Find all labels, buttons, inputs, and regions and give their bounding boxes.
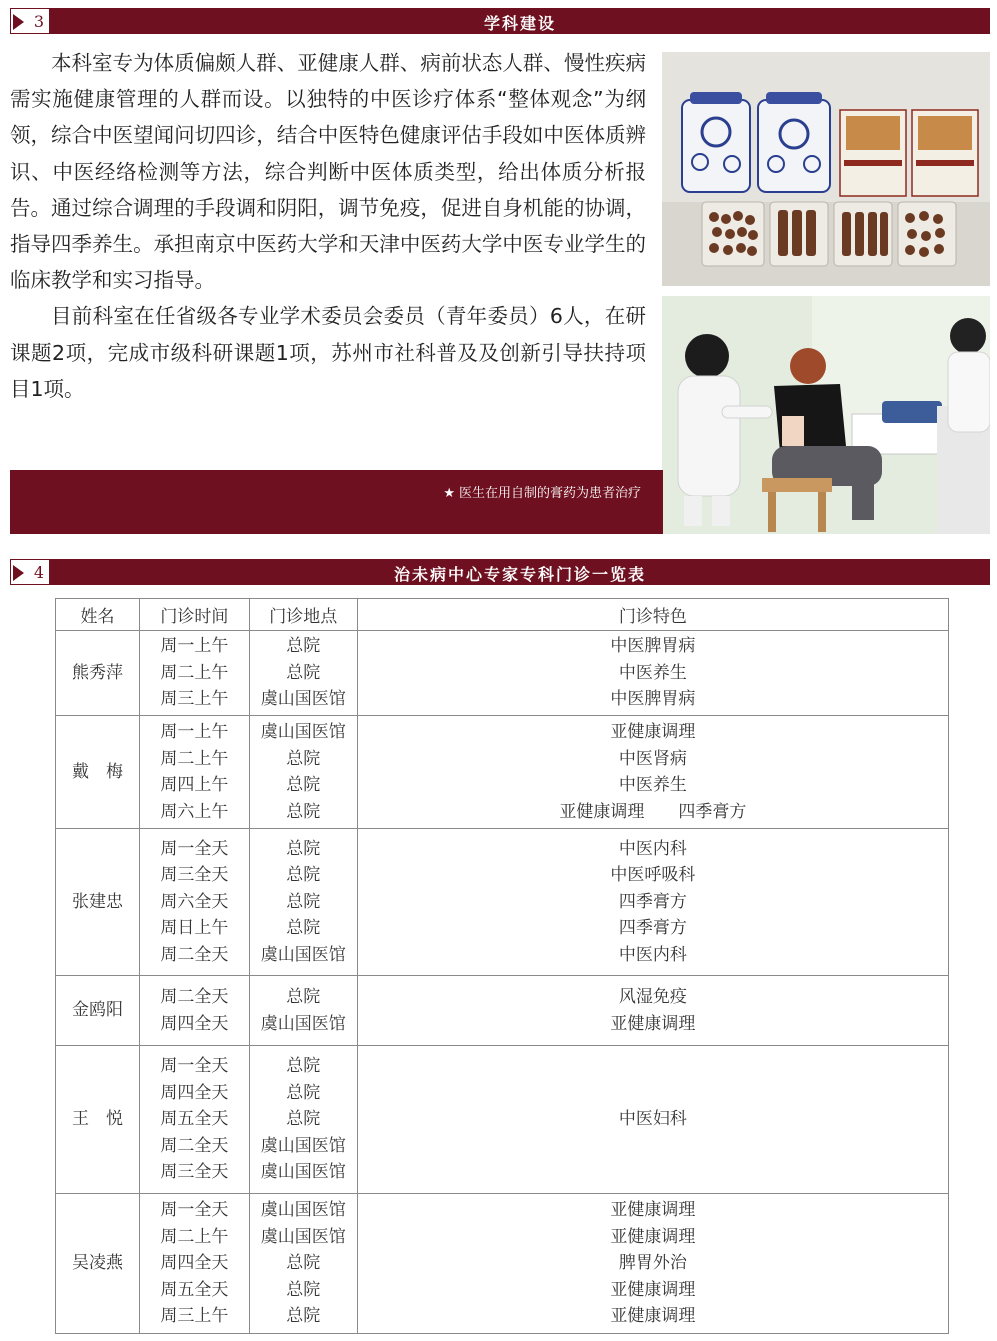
cell-place bbox=[249, 1046, 357, 1194]
cell-feature bbox=[357, 976, 948, 1046]
place-line: 虞山国医馆 bbox=[260, 722, 346, 742]
header-place: 门诊地点 bbox=[249, 599, 357, 631]
feature-line: 亚健康调理 bbox=[610, 1279, 696, 1300]
table-row bbox=[56, 1194, 949, 1334]
time-line: 周日上午 bbox=[160, 918, 229, 939]
cell-feature bbox=[357, 829, 948, 976]
clinic-schedule-table bbox=[55, 598, 949, 1334]
feature-line: 风湿免疫 bbox=[618, 987, 687, 1007]
cell-time bbox=[139, 1046, 249, 1194]
time-line: 周五全天 bbox=[160, 1279, 229, 1300]
place-line: 总院 bbox=[286, 918, 321, 939]
place-line: 虞山国医馆 bbox=[260, 1013, 346, 1034]
time-line: 周四全天 bbox=[160, 1013, 229, 1034]
section-number: 4 bbox=[33, 563, 45, 582]
cell-feature bbox=[357, 1046, 948, 1194]
place-line: 总院 bbox=[286, 1306, 321, 1327]
cell-place bbox=[249, 1194, 357, 1334]
time-line: 周三全天 bbox=[160, 1162, 229, 1183]
feature-line: 中医内科 bbox=[618, 944, 687, 965]
place-line: 虞山国医馆 bbox=[260, 689, 346, 710]
star-icon: ★ bbox=[443, 486, 455, 501]
photo-caption bbox=[443, 482, 641, 501]
cell-time bbox=[139, 976, 249, 1046]
doctor-name: 戴 梅 bbox=[56, 716, 140, 829]
time-line: 周二上午 bbox=[160, 662, 229, 683]
time-line: 周一全天 bbox=[160, 1056, 229, 1077]
arrow-icon bbox=[13, 14, 24, 30]
place-line: 总院 bbox=[286, 801, 321, 822]
header-feature: 门诊特色 bbox=[357, 599, 948, 631]
cell-time bbox=[139, 829, 249, 976]
time-line: 周六上午 bbox=[160, 801, 229, 822]
place-line: 总院 bbox=[286, 748, 321, 769]
cell-feature bbox=[357, 631, 948, 716]
feature-line: 中医养生 bbox=[618, 662, 687, 683]
header-name: 姓名 bbox=[56, 599, 140, 631]
cell-place bbox=[249, 716, 357, 829]
section-number-box bbox=[10, 8, 50, 34]
feature-line: 亚健康调理 bbox=[610, 1200, 696, 1221]
time-line: 周三全天 bbox=[160, 865, 229, 886]
time-line: 周四全天 bbox=[160, 1253, 229, 1274]
time-line: 周四上午 bbox=[160, 775, 229, 795]
section-title: 治未病中心专家专科门诊一览表 bbox=[393, 565, 646, 584]
time-line: 周一上午 bbox=[160, 722, 229, 742]
time-line: 周二全天 bbox=[160, 944, 229, 965]
section-number-box bbox=[10, 559, 50, 585]
time-line: 周五全天 bbox=[160, 1109, 229, 1130]
feature-line: 亚健康调理 bbox=[610, 1226, 696, 1247]
table-row bbox=[56, 631, 949, 716]
feature-line: 中医脾胃病 bbox=[610, 689, 696, 710]
place-line: 总院 bbox=[286, 775, 321, 795]
place-line: 总院 bbox=[286, 1109, 321, 1130]
section-title: 学科建设 bbox=[483, 14, 556, 33]
doctor-name: 熊秀萍 bbox=[56, 631, 140, 716]
feature-line: 亚健康调理 bbox=[610, 1306, 696, 1327]
time-line: 周一全天 bbox=[160, 1200, 229, 1221]
time-line: 周三上午 bbox=[160, 689, 229, 710]
place-line: 总院 bbox=[286, 838, 321, 859]
section-number: 3 bbox=[33, 12, 45, 31]
place-line: 虞山国医馆 bbox=[260, 1200, 346, 1221]
place-line: 总院 bbox=[286, 987, 321, 1007]
cell-place bbox=[249, 976, 357, 1046]
place-line: 总院 bbox=[286, 662, 321, 683]
arrow-icon bbox=[13, 565, 24, 581]
time-line: 周六全天 bbox=[160, 891, 229, 912]
treatment-scene-photo bbox=[662, 296, 990, 534]
feature-line: 亚健康调理 bbox=[610, 1013, 696, 1034]
header-time: 门诊时间 bbox=[139, 599, 249, 631]
place-line: 总院 bbox=[286, 1082, 321, 1103]
cell-feature bbox=[357, 716, 948, 829]
time-line: 周四全天 bbox=[160, 1082, 229, 1103]
doctor-name: 张建忠 bbox=[56, 829, 140, 976]
place-line: 总院 bbox=[286, 636, 321, 657]
place-line: 总院 bbox=[286, 1279, 321, 1300]
cell-time bbox=[139, 716, 249, 829]
feature-line: 中医呼吸科 bbox=[610, 865, 696, 886]
time-line: 周一上午 bbox=[160, 636, 229, 657]
feature-line: 四季膏方 bbox=[618, 918, 687, 939]
time-line: 周二全天 bbox=[160, 987, 229, 1007]
table-row bbox=[56, 716, 949, 829]
place-line: 虞山国医馆 bbox=[260, 1162, 346, 1183]
table-row bbox=[56, 1046, 949, 1194]
feature-line: 亚健康调理 四季膏方 bbox=[559, 801, 747, 822]
time-line: 周二上午 bbox=[160, 748, 229, 769]
feature-line: 中医内科 bbox=[618, 838, 687, 859]
cell-place bbox=[249, 631, 357, 716]
doctor-name: 王 悦 bbox=[56, 1046, 140, 1194]
doctor-name: 吴凌燕 bbox=[56, 1194, 140, 1334]
cell-time bbox=[139, 631, 249, 716]
table-row bbox=[56, 976, 949, 1046]
table-header-row bbox=[56, 599, 949, 631]
time-line: 周二上午 bbox=[160, 1226, 229, 1247]
table-body bbox=[56, 631, 949, 1334]
time-line: 周三上午 bbox=[160, 1306, 229, 1327]
section-3-header bbox=[10, 8, 990, 34]
place-line: 虞山国医馆 bbox=[260, 1135, 346, 1156]
feature-line: 中医妇科 bbox=[618, 1109, 687, 1130]
cell-time bbox=[139, 1194, 249, 1334]
cell-place bbox=[249, 829, 357, 976]
cell-feature bbox=[357, 1194, 948, 1334]
photo-caption-text: 医生在用自制的膏药为患者治疗 bbox=[458, 486, 641, 501]
feature-line: 中医肾病 bbox=[618, 748, 687, 769]
intro-paragraph-2: 目前科室在任省级各专业学术委员会委员（青年委员）6人，在研课题2项，完成市级科研课题1项，苏州市社科普及及创新引导扶持项目1项。 bbox=[10, 304, 646, 401]
intro-text bbox=[10, 45, 646, 407]
section-4-header bbox=[10, 559, 990, 585]
feature-line: 脾胃外治 bbox=[618, 1253, 687, 1274]
place-line: 总院 bbox=[286, 865, 321, 886]
place-line: 虞山国医馆 bbox=[260, 1226, 346, 1247]
place-line: 总院 bbox=[286, 1253, 321, 1274]
feature-line: 亚健康调理 bbox=[610, 722, 696, 742]
table-row bbox=[56, 829, 949, 976]
feature-line: 四季膏方 bbox=[618, 891, 687, 912]
place-line: 总院 bbox=[286, 891, 321, 912]
intro-paragraph-1: 本科室专为体质偏颇人群、亚健康人群、病前状态人群、慢性疾病需实施健康管理的人群而设。以独特的中医诊疗体系“整体观念”为纲领，综合中医望闻问切四诊，结合中医特色健康评估手段如中医体质辨识、中医经络检测等方法，综合判断中医体质类型，给出体质分析报告。通过综合调理的手段调和阴阳，调节免疫，促进自身机能的协调，指导四季养生。承担南京中医药大学和天津中医药大学中医专业学生的临床教学和实习指导。 bbox=[10, 51, 646, 293]
place-line: 总院 bbox=[286, 1056, 321, 1077]
time-line: 周二全天 bbox=[160, 1135, 229, 1156]
herbal-medicine-photo bbox=[662, 52, 990, 286]
feature-line: 中医脾胃病 bbox=[610, 636, 696, 657]
photo-caption-bar bbox=[10, 470, 663, 534]
time-line: 周一全天 bbox=[160, 838, 229, 859]
feature-line: 中医养生 bbox=[618, 775, 687, 795]
place-line: 虞山国医馆 bbox=[260, 944, 346, 965]
doctor-name: 金鸥阳 bbox=[56, 976, 140, 1046]
